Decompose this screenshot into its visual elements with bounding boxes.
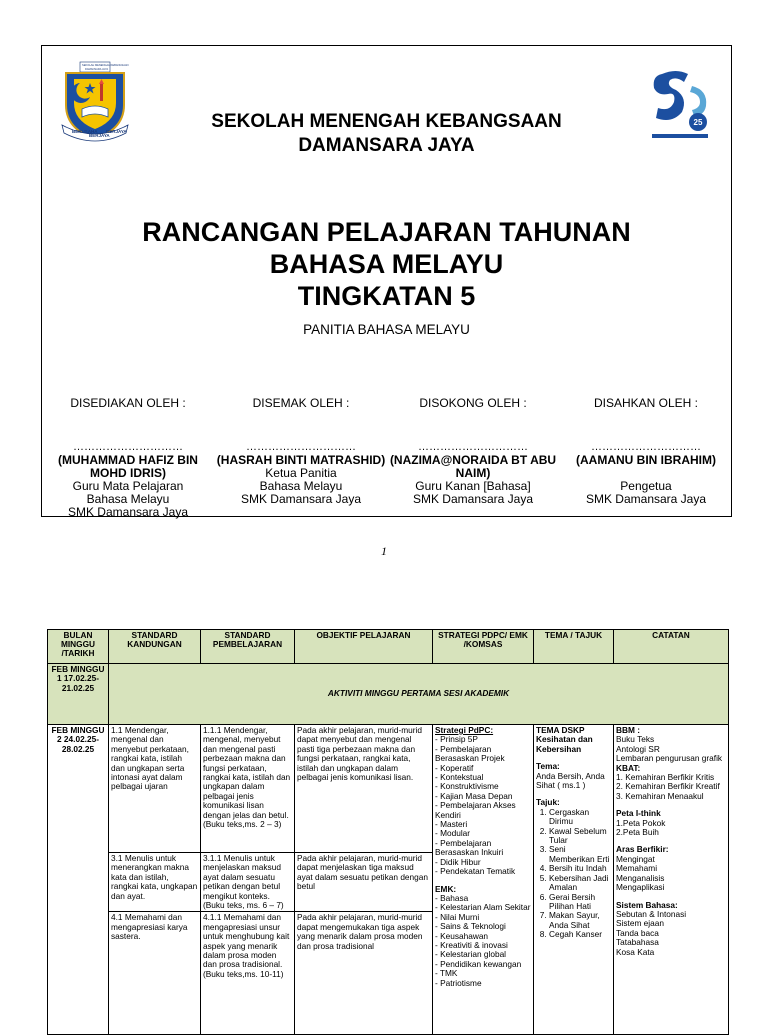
objektif-cell: Pada akhir pelajaran, murid-murid dapat menyebut dan mengenal pasti tiga perbezaan makna dan fungsi perkataan, rangkai kata, istilah dan ungkapan dalam pelbagai jenis komunikasi lisan. <box>295 725 433 853</box>
tema-value: Anda Bersih, Anda Sihat ( ms.1 ) <box>536 770 605 791</box>
signatory-name: (MUHAMMAD HAFIZ BIN MOHD IDRIS) <box>58 453 198 480</box>
list-item: 1.Peta Pokok <box>616 817 666 828</box>
list-item: Tanda baca <box>616 927 659 938</box>
sk-cell: 4.1 Memahami dan mengapresiasi karya sastera. <box>109 912 201 1035</box>
list-item: Lembaran pengurusan grafik <box>616 753 723 764</box>
signatory-position: Guru Mata Pelajaran <box>72 479 184 493</box>
list-item: Mengaplikasi <box>616 882 665 893</box>
list-item: - Kreativiti & inovasi <box>435 939 508 950</box>
school-name-line1: SEKOLAH MENENGAH KEBANGSAAN <box>211 111 562 132</box>
signatory-supported <box>387 397 559 506</box>
list-item: 2. Kemahiran Berfikir Kreatif <box>616 781 720 792</box>
crest-text-2: DAMANSARA JAYA <box>85 68 109 71</box>
cover-page <box>41 45 732 517</box>
list-item: Memahami <box>616 863 658 874</box>
list-item: - Kelestarian global <box>435 949 507 960</box>
week-cell: FEB MINGGU 1 17.02.25-21.02.25 <box>48 664 109 725</box>
signatory-name: (NAZIMA@NORAIDA BT ABU NAIM) <box>389 453 557 480</box>
list-item: Menganalisis <box>616 872 665 883</box>
crest-motto-3: BERJAYA <box>106 129 127 134</box>
signatory-name: (AAMANU BIN IBRAHIM) <box>576 453 716 467</box>
panitia-label: PANITIA BAHASA MELAYU <box>303 322 470 337</box>
signatory-school: SMK Damansara Jaya <box>412 492 534 506</box>
strategi-heading: Strategi PdPC: <box>435 725 494 735</box>
tajuk-list <box>536 808 611 940</box>
col-header: OBJEKTIF PELAJARAN <box>295 630 433 664</box>
signatory-role: DISEMAK OLEH : <box>252 396 350 410</box>
signatory-position: Guru Kanan [Bahasa] <box>415 479 531 493</box>
list-item: Tatabahasa <box>616 937 659 948</box>
list-item: - Bahasa <box>435 892 469 903</box>
signatory-school: SMK Damansara Jaya <box>67 505 189 519</box>
signature-line: ………………………… <box>418 441 528 453</box>
sistem-heading: Sistem Bahasa: <box>616 899 678 910</box>
table-row <box>48 725 729 853</box>
table-header-row <box>48 630 729 664</box>
kbat-heading: KBAT: <box>616 762 641 773</box>
catatan-cell <box>614 725 729 1035</box>
list-item: 5. Kebersihan Jadi Amalan <box>549 874 611 893</box>
signatory-approved <box>560 397 732 506</box>
aras-heading: Aras Berfikir: <box>616 844 669 855</box>
list-item: - Didik Hibur <box>435 856 481 867</box>
tema-label: Tema: <box>536 761 560 772</box>
page-number: 1 <box>381 544 387 558</box>
signatory-school: SMK Damansara Jaya <box>240 492 362 506</box>
list-item: - Patriotisme <box>435 977 482 988</box>
list-item: - Masteri <box>435 819 468 830</box>
signatory-dept: Bahasa Melayu <box>86 492 170 506</box>
tajuk-label: Tajuk: <box>536 797 560 808</box>
list-item: Buku Teks <box>616 734 655 745</box>
list-item: - Keusahawan <box>435 930 489 941</box>
sp-cell: 1.1.1 Mendengar, mengenal, menyebut dan mengenal pasti perbezaan makna dan fungsi perkataan, rangkai kata, istilah dan ungkapan dalam pelbagai jenis komunikasi lisan dengan jelas dan betul. (Buku teks,ms. 2 – 3) <box>201 725 295 853</box>
col-header: STRATEGI PDPC/ EMK /KOMSAS <box>433 630 534 664</box>
objektif-cell: Pada akhir pelajaran, murid-murid dapat menjelaskan tiga maksud ayat dalam sesuatu petikan dengan betul <box>295 853 433 912</box>
list-item: - Pendekatan Tematik <box>435 866 516 877</box>
signatory-name: (HASRAH BINTI MATRASHID) <box>216 453 386 467</box>
col-header: STANDARD KANDUNGAN <box>109 630 201 664</box>
ithink-heading: Peta I-think <box>616 808 661 819</box>
signature-line: ………………………… <box>73 441 183 453</box>
crest-text-1: SEKOLAH MENENGAH KEBANGSAAN <box>82 64 129 67</box>
list-item: - Pembelajaran Akses Kendiri <box>435 800 516 820</box>
sk-cell: 3.1 Menulis untuk menerangkan makna kata dan istilah, rangkai kata, ungkapan dan ayat. <box>109 853 201 912</box>
list-item: 2.Peta Buih <box>616 827 659 838</box>
objektif-cell: Pada akhir pelajaran, murid-murid dapat mengemukakan tiga aspek yang menarik dalam prosa moden dan prosa tradisional <box>295 912 433 1035</box>
tema-heading: TEMA DSKP Kesihatan dan Kebersihan <box>536 725 593 754</box>
signatory-position: Ketua Panitia <box>265 466 337 480</box>
signatory-role: DISAHKAN OLEH : <box>593 396 699 410</box>
bbm-heading: BBM : <box>616 725 640 735</box>
list-item: - Kelestarian Alam Sekitar <box>435 902 531 913</box>
lesson-plan-table <box>47 629 729 1035</box>
list-item: Mengingat <box>616 853 655 864</box>
list-item: 3. Kemahiran Menaakul <box>616 790 704 801</box>
sp-cell: 3.1.1 Menulis untuk menjelaskan maksud ayat dalam sesuatu petikan dengan betul mengikut konteks. (Buku teks, ms. 6 – 7) <box>201 853 295 912</box>
doc-title-line2: BAHASA MELAYU <box>269 249 504 279</box>
list-item: 6. Gerai Bersih Pilihan Hati <box>549 893 611 912</box>
list-item: - Pembelajaran Berasaskan Inkuiri <box>435 837 504 858</box>
signatory-school: SMK Damansara Jaya <box>585 492 707 506</box>
col-header: STANDARD PEMBELAJARAN <box>201 630 295 664</box>
list-item: - Konstruktivisme <box>435 781 499 792</box>
list-item: Antologi SR <box>616 743 660 754</box>
list-item: - Sains & Teknologi <box>435 921 506 932</box>
list-item: 1. Kemahiran Berfikir Kritis <box>616 772 715 783</box>
list-item: - Pendidikan kewangan <box>435 958 522 969</box>
list-item: - Modular <box>435 828 471 839</box>
signature-line: ………………………… <box>246 441 356 453</box>
list-item: 4. Bersih itu Indah <box>549 864 611 873</box>
list-item: - Nilai Murni <box>435 911 480 922</box>
sk-cell: 1.1 Mendengar, mengenal dan menyebut perkataan, rangkai kata, istilah dan ungkapan serta intonasi ayat dalam pelbagai ujaran <box>109 725 201 853</box>
list-item: - TMK <box>435 968 458 979</box>
signatory-prepared <box>42 397 214 519</box>
table-row <box>48 664 729 725</box>
list-item: 3. Seni Memberikan Erti <box>549 845 611 864</box>
signatory-dept: Bahasa Melayu <box>259 479 343 493</box>
list-item: - Pembelajaran Berasaskan Projek <box>435 743 505 764</box>
list-item: 2. Kawal Sebelum Tular <box>549 827 611 846</box>
signatory-role: DISOKONG OLEH : <box>419 396 527 410</box>
logo-25-text: 25 <box>693 118 703 127</box>
school-name-line2: DAMANSARA JAYA <box>298 135 475 156</box>
week-cell: FEB MINGGU 2 24.02.25-28.02.25 <box>48 725 109 1035</box>
col-header: TEMA / TAJUK <box>534 630 614 664</box>
signatory-checked <box>215 397 387 506</box>
strategi-cell <box>433 725 534 1035</box>
list-item: - Prinsip 5P <box>435 734 478 745</box>
signatory-role: DISEDIAKAN OLEH : <box>70 396 186 410</box>
doc-title-line1: RANCANGAN PELAJARAN TAHUNAN <box>142 217 631 247</box>
list-item: Sistem ejaan <box>616 918 664 929</box>
crest-motto-2: BERJAYA <box>89 133 110 138</box>
list-item: - Koperatif <box>435 762 474 773</box>
list-item: Kosa Kata <box>616 946 655 957</box>
list-item: 1. Cergaskan Dirimu <box>549 808 611 827</box>
signature-line: ………………………… <box>591 441 701 453</box>
list-item: - Kajian Masa Depan <box>435 790 513 801</box>
list-item: Sebutan & Intonasi <box>616 908 687 919</box>
list-item: - Kontekstual <box>435 772 484 783</box>
crest-motto-1: BERUSAHA <box>72 129 98 134</box>
col-header: CATATAN <box>614 630 729 664</box>
col-header: BULAN MINGGU /TARIKH <box>48 630 109 664</box>
doc-title-line3: TINGKATAN 5 <box>297 281 476 311</box>
signatory-position: Pengetua <box>620 479 672 493</box>
list-item: 8. Cegah Kanser <box>549 930 611 939</box>
aktiviti-cell: AKTIVITI MINGGU PERTAMA SESI AKADEMIK <box>109 664 729 725</box>
sp-cell: 4.1.1 Memahami dan mengapresiasi unsur untuk menghubung kait aspek yang menarik dalam prosa moden dan prosa tradisional. (Buku teks,ms. 10-11) <box>201 912 295 1035</box>
tema-cell <box>534 725 614 1035</box>
emk-heading: EMK: <box>435 883 457 894</box>
list-item: 7. Makan Sayur, Anda Sihat <box>549 911 611 930</box>
